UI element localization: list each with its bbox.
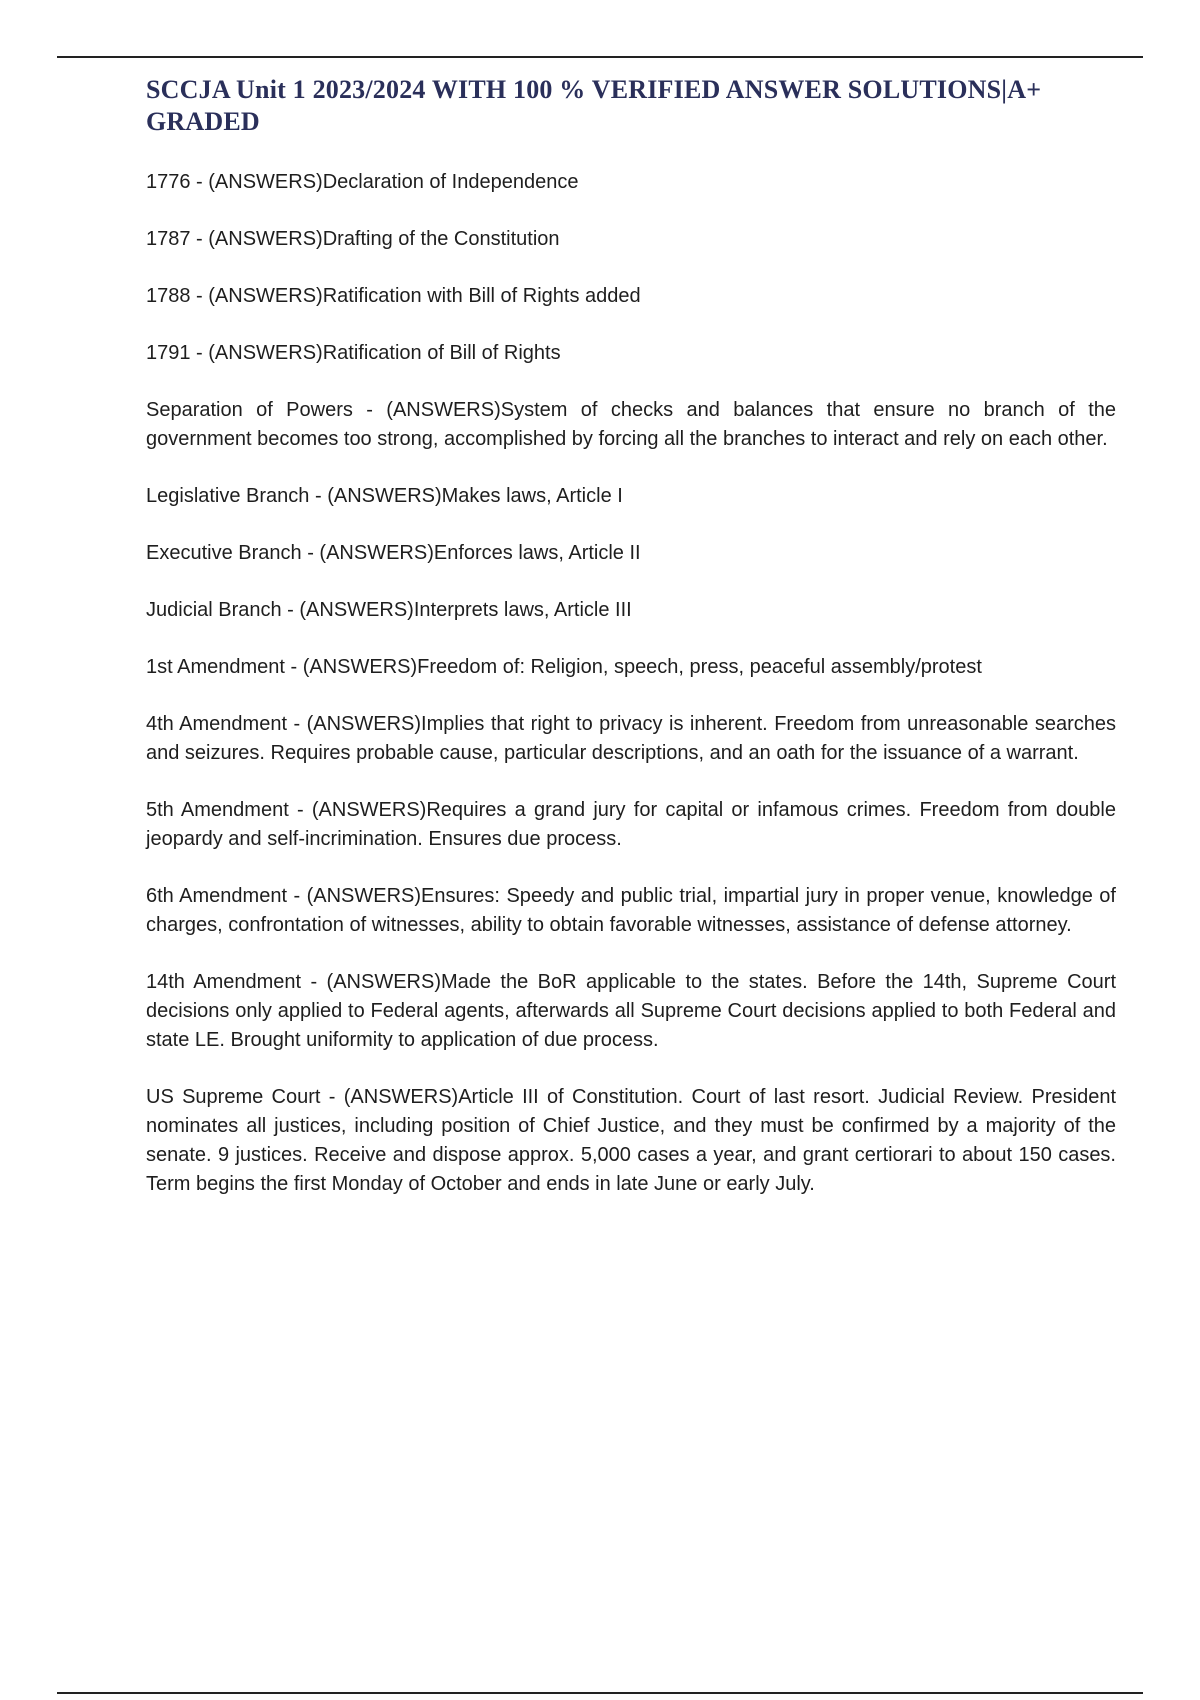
qa-entry: 1788 - (ANSWERS)Ratification with Bill of Rights added: [146, 285, 641, 307]
qa-entry: Legislative Branch - (ANSWERS)Makes laws, Article I: [146, 485, 623, 507]
header-divider: [57, 56, 1143, 58]
qa-entry: 14th Amendment - (ANSWERS)Made the BoR applicable to the states. Before the 14th, Supreme Court decisions only applied to Federal agents, afterwards all Supreme Court decisions applied to both Federal and state LE. Brought uniformity to application of due process.: [146, 971, 1116, 1051]
qa-entry: Judicial Branch - (ANSWERS)Interprets laws, Article III: [146, 599, 632, 621]
qa-entry: 1776 - (ANSWERS)Declaration of Independence: [146, 171, 579, 193]
qa-entry: 6th Amendment - (ANSWERS)Ensures: Speedy and public trial, impartial jury in proper venue, knowledge of charges, confrontation of witnesses, ability to obtain favorable witnesses, assistance of defense attorney.: [146, 885, 1116, 936]
document-title: SCCJA Unit 1 2023/2024 WITH 100 % VERIFIED ANSWER SOLUTIONS|A+ GRADED: [146, 75, 1042, 136]
qa-entry-list: [146, 168, 1116, 1199]
qa-entry: Executive Branch - (ANSWERS)Enforces laws, Article II: [146, 542, 641, 564]
qa-entry: 1791 - (ANSWERS)Ratification of Bill of Rights: [146, 342, 561, 364]
qa-entry: 1787 - (ANSWERS)Drafting of the Constitution: [146, 228, 560, 250]
document-body: [146, 74, 1116, 1227]
qa-entry: 1st Amendment - (ANSWERS)Freedom of: Religion, speech, press, peaceful assembly/protest: [146, 656, 982, 678]
qa-entry: 4th Amendment - (ANSWERS)Implies that right to privacy is inherent. Freedom from unreasonable searches and seizures. Requires probable cause, particular descriptions, and an oath for the issuance of a warrant.: [146, 713, 1116, 764]
footer-divider: [57, 1692, 1143, 1694]
qa-entry: Separation of Powers - (ANSWERS)System of checks and balances that ensure no branch of the government becomes too strong, accomplished by forcing all the branches to interact and rely on each other.: [146, 399, 1116, 450]
qa-entry: 5th Amendment - (ANSWERS)Requires a grand jury for capital or infamous crimes. Freedom from double jeopardy and self-incrimination. Ensures due process.: [146, 799, 1116, 850]
qa-entry: US Supreme Court - (ANSWERS)Article III of Constitution. Court of last resort. Judicial Review. President nominates all justices, including position of Chief Justice, and they must be confirmed by a majority of the senate. 9 justices. Receive and dispose approx. 5,000 cases a year, and grant certiorari to about 150 cases. Term begins the first Monday of October and ends in late June or early July.: [146, 1086, 1116, 1195]
